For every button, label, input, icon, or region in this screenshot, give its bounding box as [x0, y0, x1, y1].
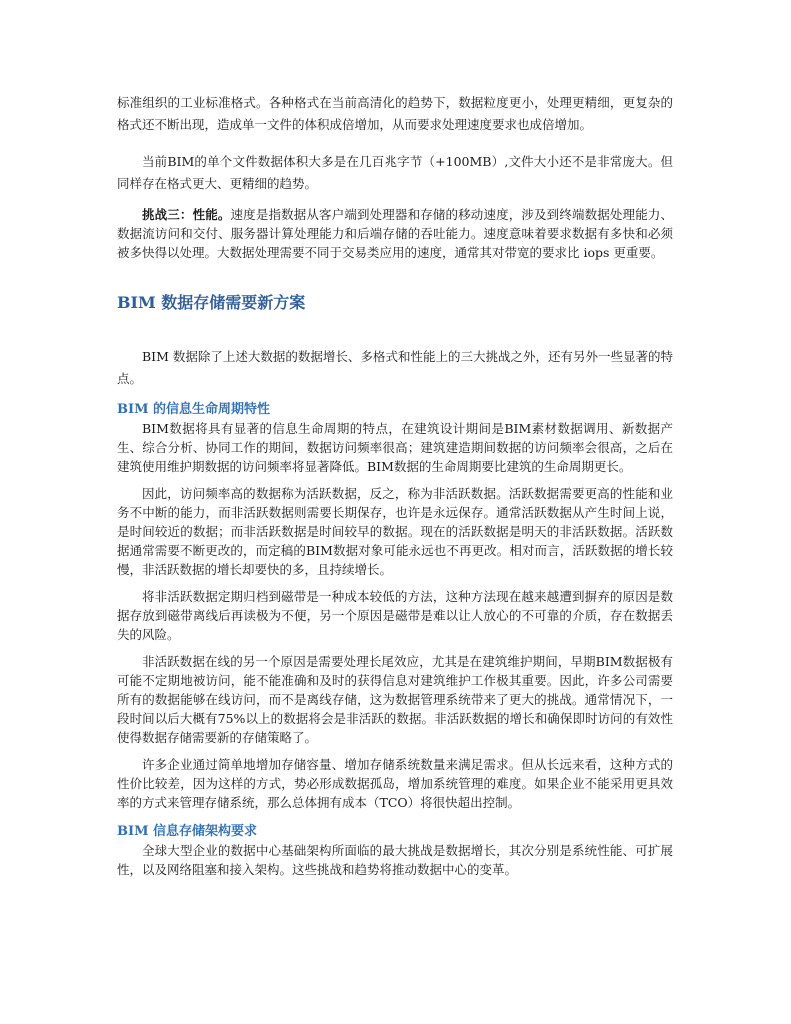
- subheading-architecture: BIM 信息存储架构要求: [117, 824, 257, 839]
- paragraph-lifecycle-intro: BIM数据将具有显著的信息生命周期的特点，在建筑设计期间是BIM素材数据调用、新数据产生、综合分析、协同工作的期间，数据访问频率很高；建筑建造期间数据的访问频率会很高，之后在建筑使用维护期数据的访问频率将显著降低。BIM数据的生命周期要比建筑的生命周期更长。: [117, 421, 673, 474]
- challenge-label: 挑战三：性能。: [142, 207, 231, 222]
- paragraph-bim-file-size: 当前BIM的单个文件数据体积大多是在几百兆字节（+100MB）,文件大小还不是非常庞大。但同样存在格式更大、更精细的趋势。: [117, 154, 673, 191]
- document-page: [117, 92, 673, 879]
- paragraph-datacenter-challenge: 全球大型企业的数据中心基础架构所面临的最大挑战是数据增长，其次分别是系统性能、可扩展性，以及网络阻塞和接入架构。这些挑战和趋势将推动数据中心的变革。: [117, 843, 673, 877]
- paragraph-tape-archive: 将非活跃数据定期归档到磁带是一种成本较低的方法，这种方法现在越来越遭到摒弃的原因是数据存放到磁带离线后再读极为不便，另一个原因是磁带是难以让人放心的不可靠的介质，存在数据丢失的风险。: [117, 589, 673, 642]
- paragraph-long-tail: 非活跃数据在线的另一个原因是需要处理长尾效应，尤其是在建筑维护期间，早期BIM数据极有可能不定期地被访问，能不能准确和及时的获得信息对建筑维护工作极其重要。因此，许多公司需要所有的数据能够在线访问，而不是离线存储，这为数据管理系统带来了更大的挑战。通常情况下，一段时间以后大概有75%以上的数据将会是非活跃的数据。非活跃数据的增长和确保即时访问的有效性使得数据存储需要新的存储策略了。: [117, 654, 673, 745]
- subheading-lifecycle: BIM 的信息生命周期特性: [117, 402, 270, 417]
- paragraph-bim-features: BIM 数据除了上述大数据的数据增长、多格式和性能上的三大挑战之外，还有另外一些显著的特点。: [117, 349, 673, 386]
- challenge-body: 速度是指数据从客户端到处理器和存储的移动速度，涉及到终端数据处理能力、数据流访问和交付、服务器计算处理能力和后端存储的吞吐能力。速度意味着要求数据有多快和必须被多快得以处理。大数据处理需要不同于交易类应用的速度，通常其对带宽的要求比 iops 更重要。: [117, 207, 673, 260]
- section-heading-storage-solution: BIM 数据存储需要新方案: [117, 293, 306, 312]
- paragraph-challenge-performance: [117, 205, 673, 262]
- paragraph-tco: 许多企业通过简单地增加存储容量、增加存储系统数量来满足需求。但从长远来看，这种方式的性价比较差，因为这样的方式，势必形成数据孤岛，增加系统管理的难度。如果企业不能采用更具效率的方式来管理存储系统，那么总体拥有成本（TCO）将很快超出控制。: [117, 757, 673, 810]
- paragraph-active-data: 因此，访问频率高的数据称为活跃数据，反之，称为非活跃数据。活跃数据需要更高的性能和业务不中断的能力，而非活跃数据则需要长期保存，也许是永远保存。通常活跃数据从产生时间上说，是时间较近的数据；而非活跃数据是时间较早的数据。现在的活跃数据是明天的非活跃数据。活跃数据通常需要不断更改的，而定稿的BIM数据对象可能永远也不再更改。相对而言，活跃数据的增长较慢，非活跃数据的增长却要快的多，且持续增长。: [117, 486, 673, 577]
- paragraph-format-trend: 标准组织的工业标准格式。各种格式在当前高清化的趋势下，数据粒度更小，处理更精细，更复杂的格式还不断出现，造成单一文件的体积成倍增加，从而要求处理速度要求也成倍增加。: [117, 95, 673, 132]
